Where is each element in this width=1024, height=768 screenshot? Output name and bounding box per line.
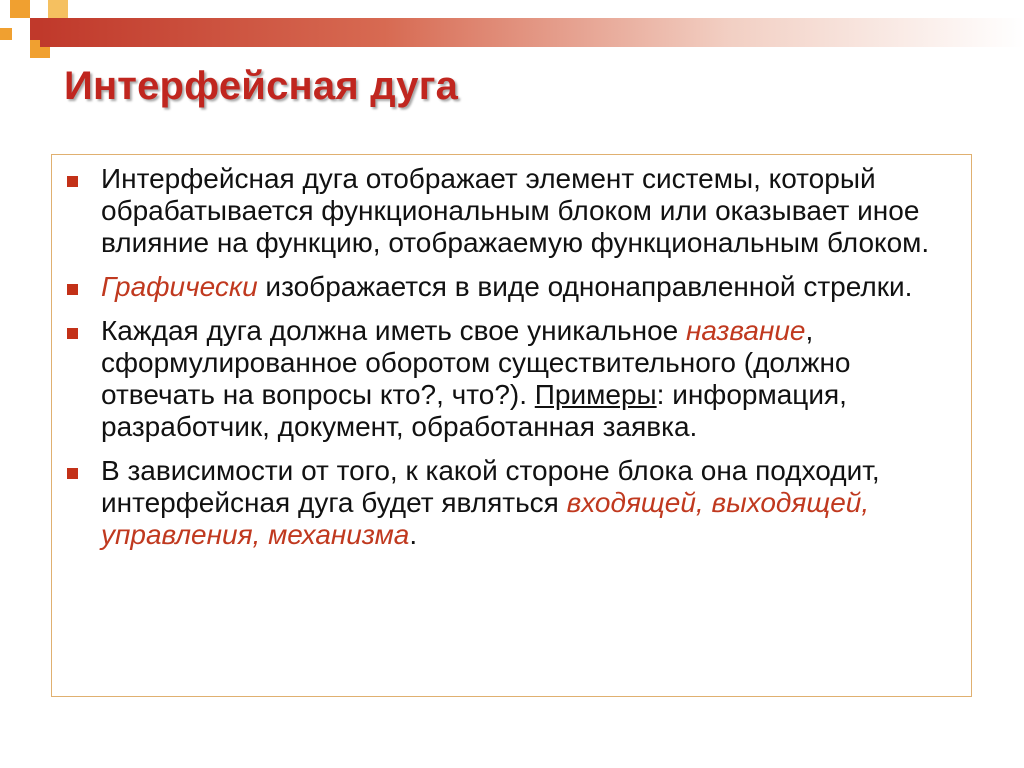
bullet-text: : информация, разработчик, документ, обработанная заявка. [101,379,847,442]
bullet-text: . [409,519,418,550]
header-gradient-bar [40,18,1024,47]
accent-term: название [686,315,806,346]
slide-title: Интерфейсная дуга [64,64,459,108]
list-item [52,315,971,443]
deco-square [48,0,68,18]
bullet-text: , сформулированное оборотом существительного (должно отвечать на вопросы кто?, что?). [101,315,851,410]
square-bullet-icon [67,468,78,479]
accent-term: входящей, выходящей, управления, механизма [101,487,870,550]
list-item [52,455,971,551]
accent-term: Графически [101,271,258,302]
bullet-text: Каждая дуга должна иметь свое уникальное [101,315,686,346]
square-bullet-icon [67,176,78,187]
bullet-list [52,163,971,563]
content-frame [51,154,972,697]
list-item [52,163,971,259]
bullet-text: изображается в виде однонаправленной стрелки. [257,271,913,302]
deco-square [10,0,30,18]
square-bullet-icon [67,328,78,339]
square-bullet-icon [67,284,78,295]
bullet-text: В зависимости от того, к какой стороне блока она подходит, интерфейсная дуга будет являться [101,455,880,518]
underlined-term: Примеры [534,379,657,410]
list-item [52,271,971,303]
deco-square [0,28,12,40]
bullet-text: Интерфейсная дуга отображает элемент системы, который обрабатывается функциональным блоком или оказывает иное влияние на функцию, отображаемую функциональным блоком. [101,163,930,258]
